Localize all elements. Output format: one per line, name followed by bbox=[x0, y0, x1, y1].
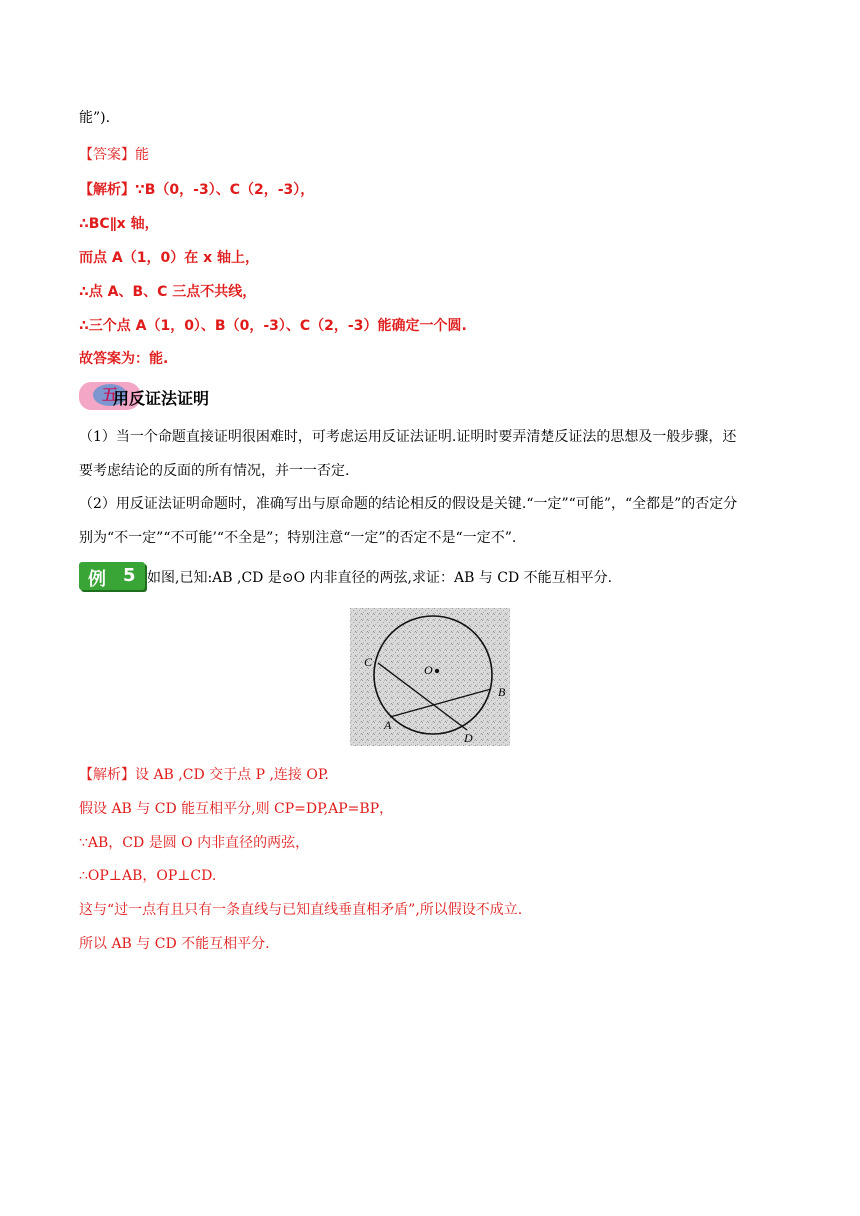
analysis1-line-5: ∴三个点 A（1，0）、B（0，-3）、C（2，-3）能确定一个圆. bbox=[79, 318, 467, 334]
analysis1-line-4: ∴点 A、B、C 三点不共线， bbox=[79, 284, 257, 300]
body-line-4: 别为“不一定”“不可能’“不全是”；特别注意“一定”的否定不是“一定不”. bbox=[79, 530, 517, 546]
body-line-3: （2）用反证法证明命题时，准确写出与原命题的结论相反的假设是关键.“一定”“可能”，“全都是”的否定分 bbox=[79, 496, 738, 512]
example-badge-number: 5 bbox=[123, 565, 136, 586]
analysis1-line-2: ∴BC∥x 轴， bbox=[79, 216, 159, 232]
analysis1-line-6: 故答案为：能. bbox=[79, 351, 169, 367]
label-d: D bbox=[464, 731, 473, 745]
answer-label: 【答案】 bbox=[79, 147, 135, 163]
analysis1-label: 【解析】 bbox=[79, 182, 135, 198]
analysis2-line-5: 这与“过一点有且只有一条直线与已知直线垂直相矛盾”,所以假设不成立. bbox=[79, 902, 523, 918]
circle-chords-figure bbox=[350, 608, 510, 746]
label-a: A bbox=[384, 718, 392, 732]
example-badge bbox=[79, 562, 145, 590]
section-number: 五 bbox=[101, 385, 118, 404]
analysis2-label: 【解析】 bbox=[79, 767, 135, 783]
example-text: 如图,已知:AB ,CD 是⊙O 内非直径的两弦,求证：AB 与 CD 不能互相平分. bbox=[147, 570, 613, 586]
center-point bbox=[435, 669, 439, 673]
example-badge-char: 例 bbox=[88, 569, 106, 590]
label-o: O bbox=[424, 663, 433, 677]
analysis2-line-3: ∵AB，CD 是圆 O 内非直径的两弦， bbox=[79, 835, 310, 851]
analysis1-line-1: 【解析】∵B（0，-3）、C（2，-3）， bbox=[79, 182, 315, 198]
label-c: C bbox=[364, 655, 373, 669]
label-b: B bbox=[498, 685, 506, 699]
section-title: 用反证法证明 bbox=[113, 389, 210, 408]
answer-text: 能 bbox=[135, 147, 149, 163]
analysis2-line-4: ∴OP⊥AB，OP⊥CD. bbox=[79, 868, 217, 884]
analysis2-line-6: 所以 AB 与 CD 不能互相平分. bbox=[79, 936, 270, 952]
intro-tail: 能”). bbox=[79, 110, 111, 126]
analysis1-line-3: 而点 A（1，0）在 x 轴上， bbox=[79, 250, 259, 266]
body-line-1: （1）当一个命题直接证明很困难时，可考虑运用反证法证明.证明时要弄清楚反证法的思想及一般步骤，还 bbox=[79, 429, 737, 445]
analysis2-line-1: 【解析】设 AB ,CD 交于点 P ,连接 OP. bbox=[79, 767, 329, 783]
analysis2-line-2: 假设 AB 与 CD 能互相平分,则 CP=DP,AP=BP， bbox=[79, 801, 394, 817]
body-line-2: 要考虑结论的反面的所有情况，并一一否定. bbox=[79, 463, 350, 479]
answer-line bbox=[79, 145, 149, 165]
